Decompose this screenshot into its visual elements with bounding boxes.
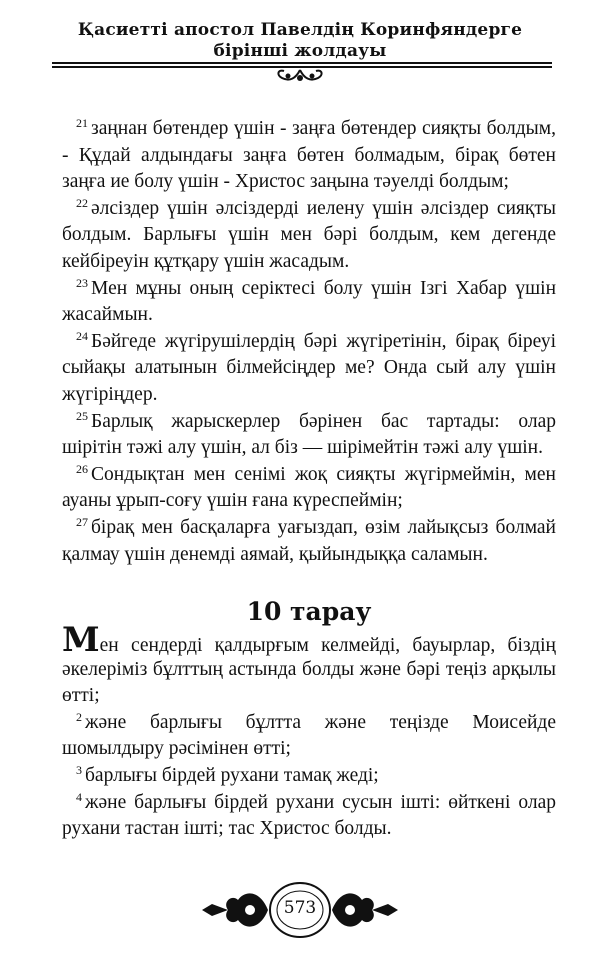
text-line [62, 542, 556, 569]
page-number: 573 [283, 898, 317, 918]
verse-text: заңға ие болу үшін - Христос заңына тәуелді болдым; [62, 171, 509, 193]
verse-text: әлсіздер үшін әлсіздерді иелену үшін әлсіздер сияқты [91, 197, 556, 219]
text-line [62, 657, 556, 684]
verse-number: 24 [76, 328, 88, 343]
verse-text: ен сендерді қалдырғым келмейді, бауырлар, біздің [99, 635, 556, 657]
text-line [62, 249, 556, 276]
verse-text: және барлығы бірдей рухани сусын ішті: өйткені олар [85, 791, 556, 813]
text-line [62, 409, 556, 436]
text-line [62, 196, 556, 223]
verse-text: ауаны ұрып-соғу үшін ғана күреспеймін; [62, 490, 403, 512]
text-line [62, 382, 556, 409]
text-line [62, 169, 556, 196]
text-line [62, 515, 556, 542]
verse-number: 26 [76, 461, 88, 476]
text-line [62, 222, 556, 249]
verse-text: болдым. Барлығы үшін мен бәрі болдым, кем дегенде [62, 224, 556, 246]
text-line [62, 435, 556, 462]
text-line [62, 116, 556, 143]
verse-text: Мен мұны оның серіктесі болу үшін Ізгі Хабар үшін [91, 277, 556, 299]
verse-text: әкелеріміз бұлттың астында болды және бәрі теңіз арқылы [62, 658, 556, 680]
text-line [62, 276, 556, 303]
verse-text: Сондықтан мен сенімі жоқ сияқты жүгірмеймін, мен [91, 463, 556, 485]
text-line [62, 736, 556, 763]
page-footer-ornament [150, 880, 450, 940]
verse-text: қалмау үшін денемді аямай, қыйындыққа саламын. [62, 543, 488, 565]
verse-number: 27 [76, 514, 88, 529]
text-line [62, 302, 556, 329]
verse-text: Бәйгеде жүгірушілердің бәрі жүгіретінін, бірақ біреуі [91, 330, 556, 352]
verse-text: жүгіріңдер. [62, 383, 158, 405]
verse-number: 25 [76, 408, 88, 423]
text-line [62, 462, 556, 489]
text-line [62, 329, 556, 356]
verse-text: заңнан бөтендер үшін - заңға бөтендер сияқты болдым, [91, 118, 556, 139]
text-line [62, 620, 556, 661]
verse-text: өтті; [62, 685, 100, 707]
verse-text: Барлық жарыскерлер бәрінен бас тартады: олар [91, 410, 556, 432]
verse-text: және барлығы бұлтта және теңізде Моисейде [85, 711, 556, 733]
chapter-heading: 10 тарау [246, 597, 372, 627]
verse-text: бірақ мен басқаларға уағыздап, өзім лайықсыз болмай [91, 516, 556, 538]
verse-number: 22 [76, 195, 88, 210]
verse-number: 21 [76, 116, 88, 130]
text-line [62, 710, 556, 737]
text-line [62, 816, 556, 843]
header-title-line1: Қасиетті апостол Павелдің Коринфяндерге [77, 20, 523, 40]
text-line [62, 488, 556, 515]
verse-number: 4 [76, 789, 82, 804]
drop-cap: М [62, 620, 100, 661]
verse-number: 2 [76, 709, 82, 724]
verse-text: шірітін тәжі алу үшін, ал біз — шірімейтін тәжі алу үшін. [62, 437, 543, 459]
header-rule [52, 62, 552, 64]
text-line [62, 143, 556, 170]
verse-text: рухани тастан ішті; тас Христос болды. [62, 818, 392, 840]
verse-number: 23 [76, 275, 88, 290]
verse-text: сыйақы алатынын білмейсіңдер ме? Онда сый алу үшін [62, 357, 556, 379]
verse-number: 3 [76, 763, 82, 778]
header-ornament-icon [270, 66, 330, 86]
text-line [62, 355, 556, 382]
verse-text: шомылдыру рәсімінен өтті; [62, 738, 291, 760]
page-body [62, 116, 556, 843]
text-line [62, 790, 556, 817]
text-line [62, 763, 556, 790]
verse-text: - Құдай алдындағы заңға бөтен болмадым, бірақ бөтен [62, 144, 556, 166]
header-title-line2: бірінші жолдауы [213, 41, 387, 61]
verse-text: жасаймын. [62, 304, 153, 326]
verse-text: кейбіреуін құтқару үшін жасадым. [62, 250, 350, 272]
text-line [62, 683, 556, 710]
running-header [0, 20, 600, 62]
verse-text: барлығы бірдей рухани тамақ жеді; [85, 765, 379, 787]
